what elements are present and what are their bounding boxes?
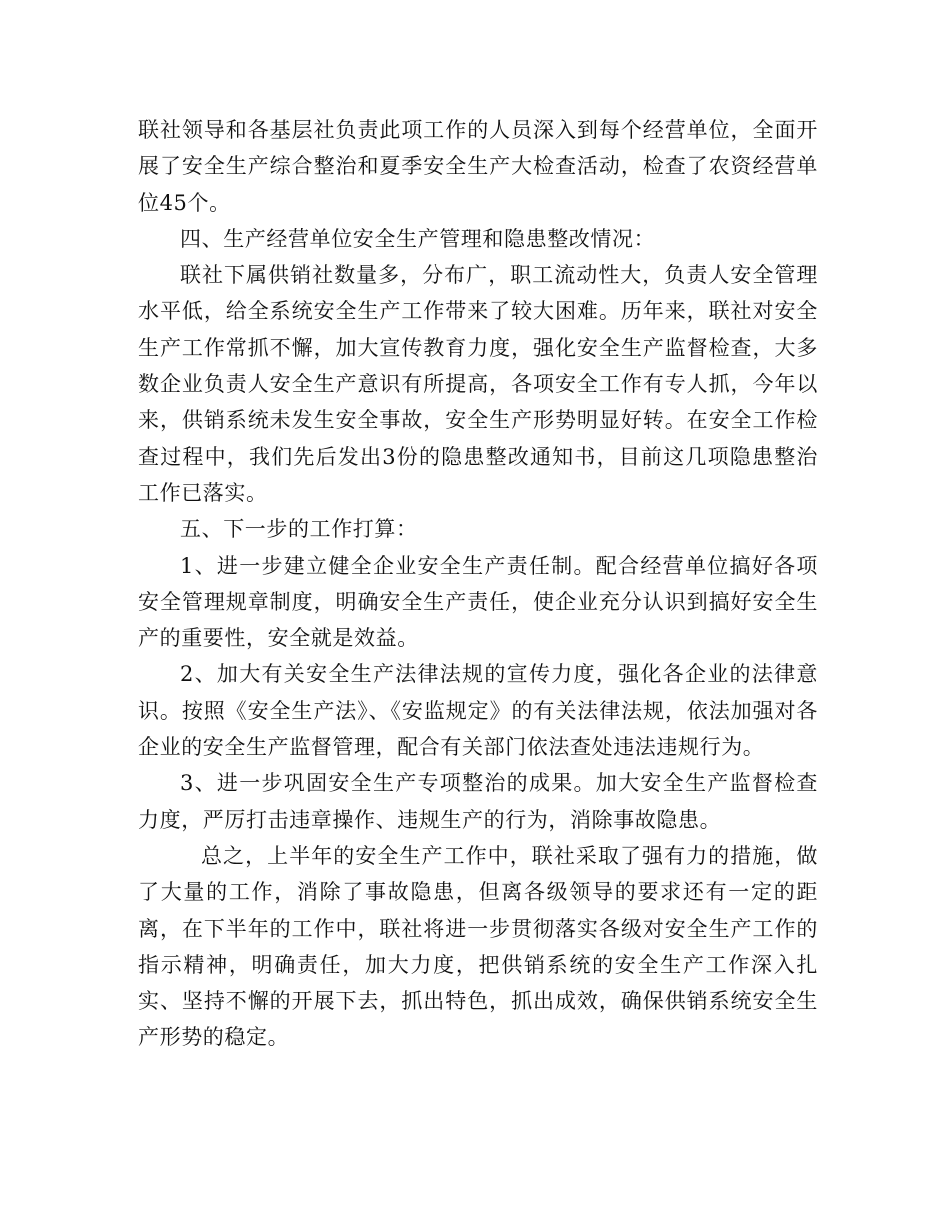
paragraph-continuation: 联社领导和各基层社负责此项工作的人员深入到每个经营单位，全面开展了安全生产综合整治和夏季安全生产大检查活动，检查了农资经营单位45个。 xyxy=(138,118,818,215)
plan-item-3: 3、进一步巩固安全生产专项整治的成果。加大安全生产监督检查力度，严厉打击违章操作、违规生产的行为，消除事故隐患。 xyxy=(138,771,818,832)
plan-item-2: 2、加大有关安全生产法律法规的宣传力度，强化各企业的法律意识。按照《安全生产法》、《安监规定》的有关法律法规，依法加强对各企业的安全生产监督管理，配合有关部门依法查处违法违规行为。 xyxy=(138,662,818,760)
plan-item-1: 1、进一步建立健全企业安全生产责任制。配合经营单位搞好各项安全管理规章制度，明确安全生产责任，使企业充分认识到搞好安全生产的重要性，安全就是效益。 xyxy=(138,553,818,651)
paragraph-summary: 总之，上半年的安全生产工作中，联社采取了强有力的措施，做了大量的工作，消除了事故隐患，但离各级领导的要求还有一定的距离，在下半年的工作中，联社将进一步贯彻落实各级对安全生产工作的指示精神，明确责任，加大力度，把供销系统的安全生产工作深入扎实、坚持不懈的开展下去，抓出特色，抓出成效，确保供销系统安全生产形势的稳定。 xyxy=(138,843,818,1050)
section-heading-four: 四、生产经营单位安全生产管理和隐患整改情况： xyxy=(180,226,656,251)
document-page xyxy=(138,112,818,1056)
section-heading-five: 五、下一步的工作打算： xyxy=(180,517,418,542)
paragraph-management-status: 联社下属供销社数量多，分布广，职工流动性大，负责人安全管理水平低，给全系统安全生产工作带来了较大困难。历年来，联社对安全生产工作常抓不懈，加大宣传教育力度，强化安全生产监督检查，大多数企业负责人安全生产意识有所提高，各项安全工作有专人抓，今年以来，供销系统未发生安全事故，安全生产形势明显好转。在安全工作检查过程中，我们先后发出3份的隐患整改通知书，目前这几项隐患整治工作已落实。 xyxy=(138,263,818,505)
